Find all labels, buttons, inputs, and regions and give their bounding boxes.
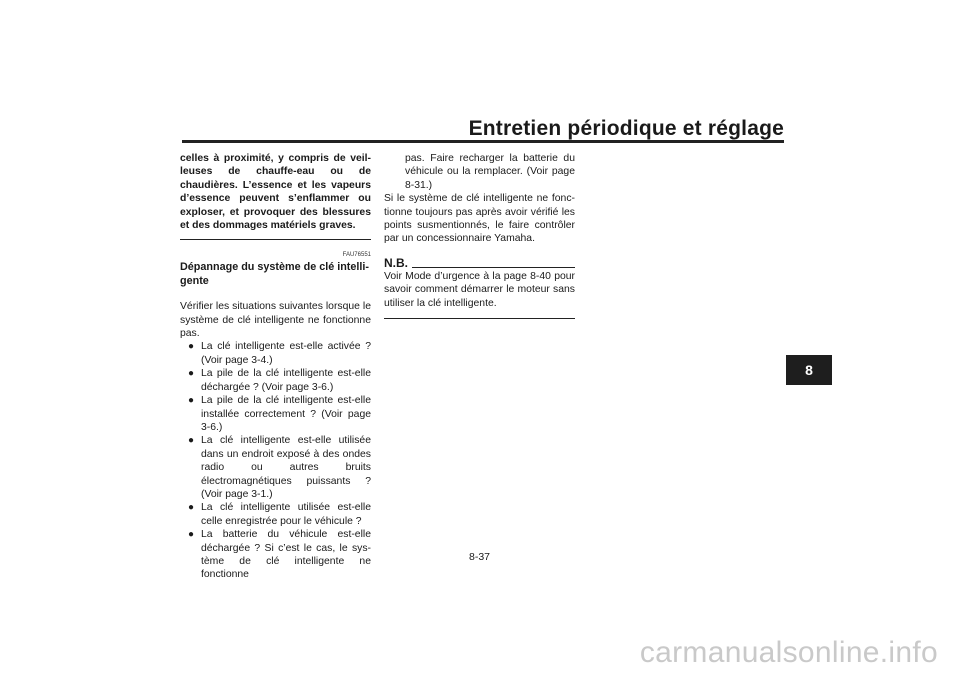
left-column [180,152,371,582]
bullet-icon: ● [188,341,195,353]
troubleshoot-paragraph: Si le système de clé intelligente ne fonctionne toujours pas après avoir vérifié les points susmentionnés, le faire contrôler par un concessionnaire Yamaha. [384,193,575,245]
list-item [180,367,371,394]
bullet-continuation: pas. Faire recharger la batterie du véhicule ou la remplacer. (Voir page 8-31.) [405,153,575,191]
list-item [180,340,371,367]
list-item [180,394,371,434]
chapter-tab[interactable]: 8 [786,355,832,385]
list-item [180,501,371,528]
list-item [180,528,371,582]
list-item-text: La clé intelligente utilisée est-elle celle enregistrée pour le véhicule ? [201,502,371,527]
list-item [180,434,371,501]
bullet-icon: ● [188,395,195,407]
list-item-text: La pile de la clé intelligente est-elle installée correctement ? (Voir page 3-6.) [201,395,371,433]
list-item-text: La clé intelligente est-elle utilisée dans un endroit exposé à des ondes radio ou autres bruits électromagnétiques puissants ? (Voir page 3-1.) [201,435,371,500]
nb-label: N.B. [384,255,408,270]
nb-text: Voir Mode d’urgence à la page 8-40 pour savoir comment démarrer le moteur sans utiliser la clé intelligente. [384,270,575,309]
bullet-icon: ● [188,529,195,541]
right-column [384,152,575,319]
nb-bottom-rule [384,318,575,319]
watermark: carmanualsonline.info [639,636,938,669]
list-item-text: La pile de la clé intelligente est-elle déchargée ? (Voir page 3-6.) [201,368,371,393]
checklist [180,340,371,581]
section-heading: Dépannage du système de clé intelligente [180,261,370,287]
nb-header [384,257,575,270]
warning-text: celles à proximité, y compris de veilleuses de chauffe-eau ou de chaudières. L’essence et les vapeurs d’essence peuvent s’enflammer ou exploser, et provoquer des blessures et des dommages matériels graves. [180,153,371,232]
bullet-icon: ● [188,368,195,380]
section-code: FAU76551 [342,252,371,259]
intro-paragraph: Vérifier les situations suivantes lorsque le système de clé intelligente ne fonctionne pas. [180,301,371,340]
warning-rule [180,239,371,240]
nb-header-rule [412,267,575,268]
page-number: 8-37 [469,551,491,563]
list-item-text: La batterie du véhicule est-elle déchargée ? Si c’est le cas, le système de clé intelligente ne fonctionne [201,529,371,581]
page-title: Entretien périodique et réglage [468,117,784,140]
bullet-icon: ● [188,502,195,514]
title-rule [182,140,784,143]
bullet-icon: ● [188,435,195,447]
list-item-text: La clé intelligente est-elle activée ? (Voir page 3-4.) [201,341,371,366]
